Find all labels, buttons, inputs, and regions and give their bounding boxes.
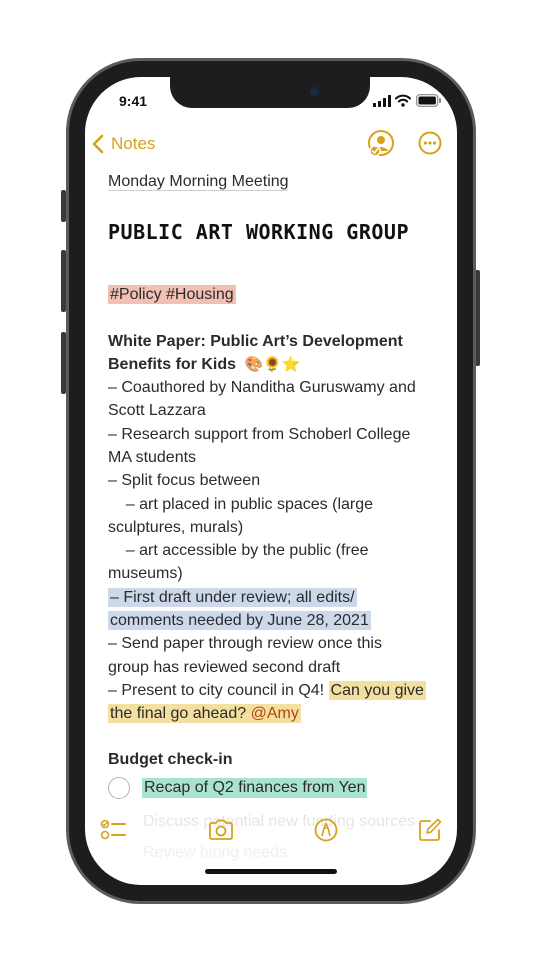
heading-text: Benefits for Kids [108,356,237,373]
draft-line-1[interactable] [108,586,357,609]
back-label: Notes [111,134,156,153]
blue-highlight: comments needed by June 28, 2021 [110,612,369,629]
note-heading-line1[interactable]: White Paper: Public Art’s Development [108,333,403,350]
draft-line-2[interactable] [108,609,371,632]
status-time: 9:41 [119,93,148,109]
body-line[interactable]: – art placed in public spaces (large [108,496,374,513]
body-line[interactable]: Scott Lazzara [108,402,206,419]
note-subtitle[interactable]: Monday Morning Meeting [108,173,289,190]
review-line-1[interactable]: – Send paper through review once this [108,635,382,652]
tags-highlight[interactable]: #Policy #Housing [110,286,234,303]
green-highlight: Recap of Q2 finances from Yen [144,779,366,796]
body-line[interactable]: – Coauthored by Nanditha Guruswamy and [108,379,416,396]
body-line[interactable]: – Research support from Schoberl College [108,426,411,443]
back-button[interactable] [91,132,155,156]
home-indicator[interactable] [205,869,337,874]
blue-highlight: – First draft under review; all edits/ [110,589,355,606]
budget-heading[interactable]: Budget check-in [108,751,233,768]
body-line[interactable]: sculptures, murals) [108,519,244,536]
notch [170,77,370,108]
heading-emoji: 🎨🌻⭐ [244,356,301,373]
camera-icon[interactable] [208,819,234,841]
faded-checklist-item: Review hiring needs [143,844,288,861]
review-line-2[interactable]: group has reviewed second draft [108,659,341,676]
compose-icon[interactable] [418,818,442,842]
tags-line[interactable] [108,283,236,306]
share-person-icon[interactable] [367,130,395,158]
present-text: – Present to city council in Q4! [108,682,329,699]
body-line[interactable]: MA students [108,449,197,466]
final-text: the final go ahead? [110,705,247,722]
checklist-icon[interactable] [100,818,126,842]
body-line[interactable]: museums) [108,565,183,582]
more-icon[interactable] [418,131,442,155]
note-title[interactable]: PUBLIC ART WORKING GROUP [108,220,409,244]
body-line[interactable]: – Split focus between [108,472,261,489]
markup-icon[interactable] [314,818,338,842]
battery-icon [416,94,442,107]
camera-dot [310,87,319,96]
body-line[interactable]: – art accessible by the public (free [108,542,369,559]
mention-amy[interactable]: @Amy [250,705,299,722]
yellow-highlight [108,704,301,723]
back-chevron-icon [91,134,105,154]
checklist-row[interactable] [108,777,367,799]
phone-screen [85,77,457,885]
present-line[interactable] [108,679,426,702]
signal-icon [373,95,391,107]
checklist-circle[interactable] [108,777,130,799]
yellow-highlight: Can you give [330,682,424,699]
final-line[interactable] [108,702,301,725]
note-heading-line2[interactable] [108,353,301,376]
faded-checklist-item: Discuss potential new funding sources [143,813,416,830]
bottom-toolbar [85,807,457,853]
wifi-icon [395,94,411,107]
